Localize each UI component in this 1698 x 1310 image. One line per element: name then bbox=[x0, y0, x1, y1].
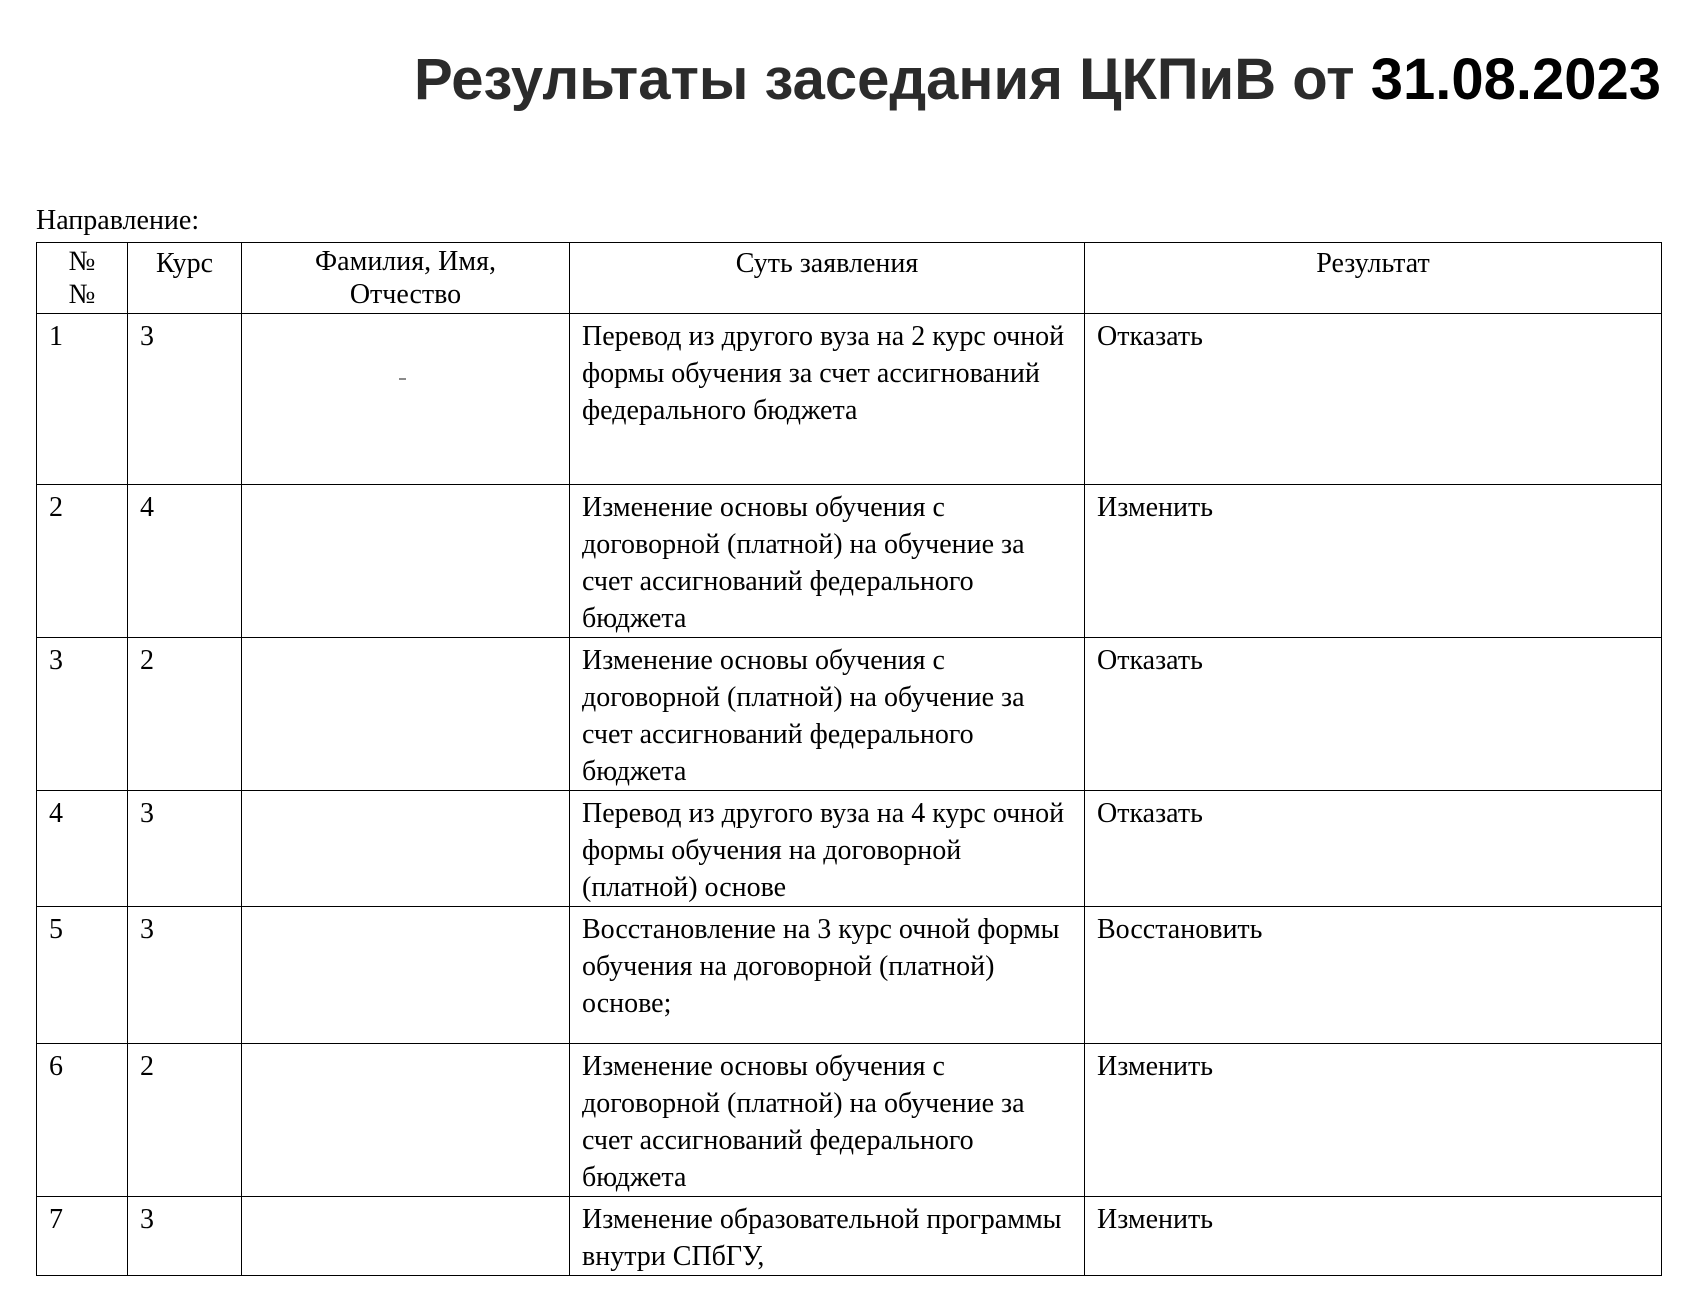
cell-result: Отказать bbox=[1085, 314, 1662, 485]
cell-result: Изменить bbox=[1085, 485, 1662, 638]
title-text: Результаты заседания ЦКПиВ от bbox=[414, 47, 1371, 112]
cell-num: 3 bbox=[37, 638, 128, 791]
header-result: Результат bbox=[1085, 243, 1662, 314]
cell-result: Изменить bbox=[1085, 1197, 1662, 1276]
cell-course: 3 bbox=[128, 314, 242, 485]
cell-name bbox=[242, 638, 570, 791]
table-row bbox=[37, 485, 1662, 638]
header-num-label: № № bbox=[68, 246, 96, 310]
cell-essence: Восстановление на 3 курс очной формы обучения на договорной (платной) основе; bbox=[570, 907, 1085, 1044]
cell-name bbox=[242, 1044, 570, 1197]
cell-num: 7 bbox=[37, 1197, 128, 1276]
redaction-mark bbox=[399, 378, 406, 380]
results-table bbox=[36, 242, 1662, 1276]
direction-label: Направление: bbox=[36, 205, 200, 236]
header-num bbox=[37, 243, 128, 314]
table-row bbox=[37, 1197, 1662, 1276]
cell-result: Отказать bbox=[1085, 791, 1662, 907]
cell-num: 6 bbox=[37, 1044, 128, 1197]
table-row bbox=[37, 1044, 1662, 1197]
cell-essence: Изменение основы обучения с договорной (платной) на обучение за счет ассигнований федерального бюджета bbox=[570, 638, 1085, 791]
table-row bbox=[37, 791, 1662, 907]
cell-course: 2 bbox=[128, 1044, 242, 1197]
header-essence: Суть заявления bbox=[570, 243, 1085, 314]
cell-course: 3 bbox=[128, 907, 242, 1044]
page-title bbox=[414, 42, 1661, 118]
title-date: 31.08.2023 bbox=[1370, 47, 1661, 112]
cell-num: 4 bbox=[37, 791, 128, 907]
cell-name bbox=[242, 1197, 570, 1276]
cell-name bbox=[242, 485, 570, 638]
cell-name bbox=[242, 791, 570, 907]
table-row bbox=[37, 314, 1662, 485]
cell-essence: Изменение образовательной программы внутри СПбГУ, bbox=[570, 1197, 1085, 1276]
cell-essence: Изменение основы обучения с договорной (платной) на обучение за счет ассигнований федерального бюджета bbox=[570, 485, 1085, 638]
table-header-row bbox=[37, 243, 1662, 314]
table-row bbox=[37, 638, 1662, 791]
header-name bbox=[242, 243, 570, 314]
header-course: Курс bbox=[128, 243, 242, 314]
cell-result: Отказать bbox=[1085, 638, 1662, 791]
cell-num: 1 bbox=[37, 314, 128, 485]
cell-num: 2 bbox=[37, 485, 128, 638]
cell-result: Изменить bbox=[1085, 1044, 1662, 1197]
cell-essence: Перевод из другого вуза на 2 курс очной формы обучения за счет ассигнований федерального бюджета bbox=[570, 314, 1085, 485]
header-name-label: Фамилия, Имя, Отчество bbox=[315, 246, 496, 310]
cell-essence: Перевод из другого вуза на 4 курс очной формы обучения на договорной (платной) основе bbox=[570, 791, 1085, 907]
cell-course: 3 bbox=[128, 1197, 242, 1276]
cell-course: 4 bbox=[128, 485, 242, 638]
table-row bbox=[37, 907, 1662, 1044]
cell-num: 5 bbox=[37, 907, 128, 1044]
cell-course: 3 bbox=[128, 791, 242, 907]
cell-course: 2 bbox=[128, 638, 242, 791]
cell-name bbox=[242, 314, 570, 485]
cell-result: Восстановить bbox=[1085, 907, 1662, 1044]
cell-essence: Изменение основы обучения с договорной (платной) на обучение за счет ассигнований федерального бюджета bbox=[570, 1044, 1085, 1197]
cell-name bbox=[242, 907, 570, 1044]
